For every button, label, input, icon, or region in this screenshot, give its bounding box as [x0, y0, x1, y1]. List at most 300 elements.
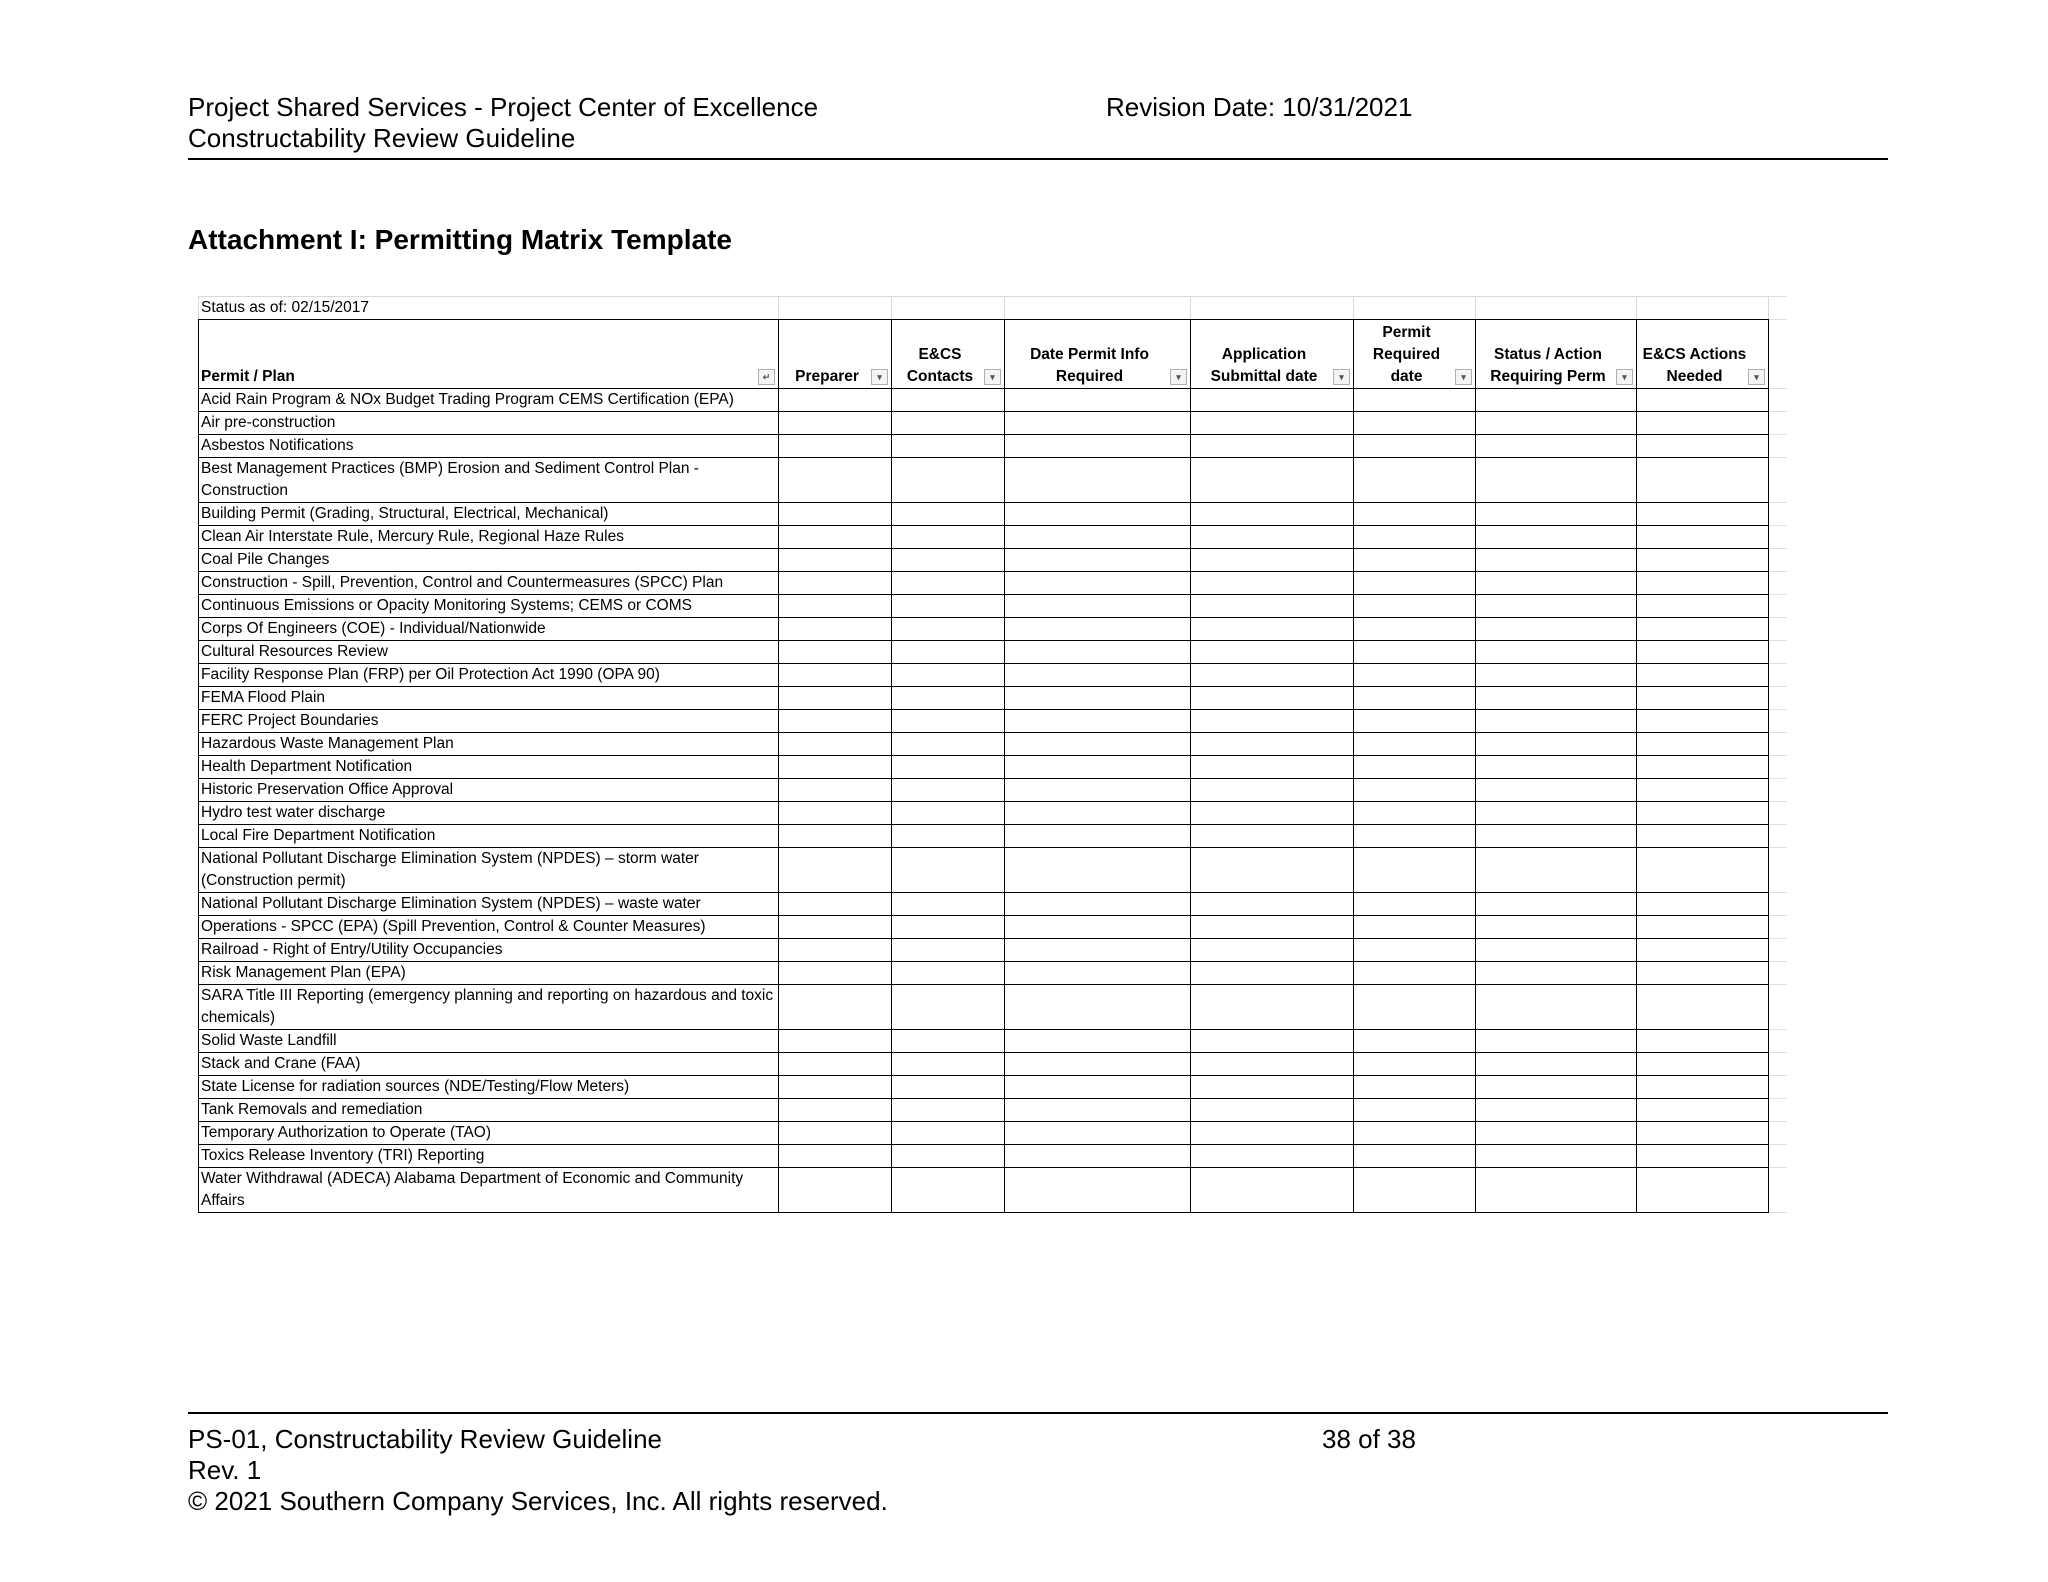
empty-cell[interactable] — [1005, 687, 1191, 710]
empty-cell[interactable] — [1005, 985, 1191, 1030]
empty-cell[interactable] — [892, 1145, 1005, 1168]
empty-cell[interactable] — [1354, 1053, 1476, 1076]
empty-cell[interactable] — [892, 779, 1005, 802]
empty-cell[interactable] — [1354, 1168, 1476, 1213]
sort-filter-icon[interactable]: ↵ — [758, 369, 775, 385]
empty-cell[interactable] — [1637, 1053, 1769, 1076]
table-row — [199, 893, 1787, 916]
column-header-row — [199, 320, 1787, 389]
empty-cell[interactable] — [779, 687, 892, 710]
empty-cell[interactable] — [1191, 1030, 1354, 1053]
empty-cell[interactable] — [1637, 641, 1769, 664]
empty-cell[interactable] — [1191, 710, 1354, 733]
table-row — [199, 664, 1787, 687]
filter-dropdown-icon[interactable]: ▾ — [984, 369, 1001, 385]
empty-cell[interactable] — [1476, 939, 1637, 962]
empty-cell[interactable] — [1005, 962, 1191, 985]
empty-cell[interactable] — [1005, 939, 1191, 962]
table-row — [199, 389, 1787, 412]
empty-cell[interactable] — [1005, 526, 1191, 549]
table-row — [199, 939, 1787, 962]
empty-cell[interactable] — [892, 962, 1005, 985]
empty-cell[interactable] — [1476, 1030, 1637, 1053]
empty-cell[interactable] — [1637, 893, 1769, 916]
empty-cell[interactable] — [1476, 779, 1637, 802]
empty-cell[interactable] — [1005, 435, 1191, 458]
empty-cell[interactable] — [1637, 526, 1769, 549]
empty-cell[interactable] — [1191, 893, 1354, 916]
empty-cell[interactable] — [892, 848, 1005, 893]
empty-cell[interactable] — [1476, 756, 1637, 779]
empty-cell[interactable] — [1005, 825, 1191, 848]
empty-cell[interactable] — [1637, 1076, 1769, 1099]
empty-cell[interactable] — [1354, 710, 1476, 733]
column-header-label: E&CS Contacts — [906, 346, 974, 385]
empty-cell[interactable] — [1191, 435, 1354, 458]
permit-plan-cell: Tank Removals and remediation — [199, 1099, 779, 1122]
empty-cell[interactable] — [1005, 1168, 1191, 1213]
permit-plan-cell: Hydro test water discharge — [199, 802, 779, 825]
empty-cell[interactable] — [1005, 1030, 1191, 1053]
empty-cell[interactable] — [1637, 595, 1769, 618]
empty-cell[interactable] — [1637, 939, 1769, 962]
empty-cell[interactable] — [1476, 458, 1637, 503]
permit-plan-cell: State License for radiation sources (NDE/Testing/Flow Meters) — [199, 1076, 779, 1099]
empty-cell[interactable] — [1005, 641, 1191, 664]
column-header-label: Permit / Plan — [201, 368, 295, 385]
empty-cell[interactable] — [1354, 825, 1476, 848]
empty-cell[interactable] — [892, 893, 1005, 916]
empty-cell[interactable] — [1476, 825, 1637, 848]
empty-cell[interactable] — [1476, 435, 1637, 458]
empty-cell[interactable] — [1637, 962, 1769, 985]
empty-cell[interactable] — [1476, 1076, 1637, 1099]
empty-cell[interactable] — [1191, 687, 1354, 710]
empty-cell[interactable] — [1191, 1099, 1354, 1122]
empty-cell[interactable] — [1637, 503, 1769, 526]
empty-cell[interactable] — [1637, 1145, 1769, 1168]
empty-cell[interactable] — [1191, 962, 1354, 985]
empty-cell[interactable] — [1476, 893, 1637, 916]
table-row — [199, 1099, 1787, 1122]
permit-plan-cell: Asbestos Notifications — [199, 435, 779, 458]
empty-cell[interactable] — [779, 939, 892, 962]
empty-cell[interactable] — [1354, 939, 1476, 962]
filter-dropdown-icon[interactable]: ▾ — [1748, 369, 1765, 385]
empty-cell[interactable] — [1637, 848, 1769, 893]
empty-cell[interactable] — [1637, 549, 1769, 572]
status-label: Status as of: 02/15/2017 — [199, 297, 779, 320]
column-header — [1191, 320, 1354, 389]
column-header — [1005, 320, 1191, 389]
empty-cell[interactable] — [1354, 756, 1476, 779]
empty-cell[interactable] — [1637, 779, 1769, 802]
empty-cell[interactable] — [1005, 549, 1191, 572]
empty-cell[interactable] — [1354, 962, 1476, 985]
empty-cell[interactable] — [1637, 1099, 1769, 1122]
empty-cell[interactable] — [1354, 641, 1476, 664]
footer-doc-id: PS-01, Constructability Review Guideline — [188, 1424, 662, 1454]
permitting-matrix-sheet — [198, 296, 1796, 1316]
empty-cell[interactable] — [1191, 641, 1354, 664]
permit-plan-cell: Health Department Notification — [199, 756, 779, 779]
empty-cell[interactable] — [779, 916, 892, 939]
empty-cell[interactable] — [1005, 916, 1191, 939]
empty-cell[interactable] — [1005, 710, 1191, 733]
empty-cell[interactable] — [1191, 756, 1354, 779]
empty-cell[interactable] — [1005, 848, 1191, 893]
empty-cell[interactable] — [1476, 848, 1637, 893]
empty-cell[interactable] — [1354, 779, 1476, 802]
empty-cell[interactable] — [1476, 985, 1637, 1030]
empty-cell[interactable] — [779, 664, 892, 687]
empty-cell[interactable] — [892, 458, 1005, 503]
empty-cell[interactable] — [1354, 1099, 1476, 1122]
empty-cell[interactable] — [892, 503, 1005, 526]
empty-cell[interactable] — [1637, 458, 1769, 503]
empty-cell[interactable] — [1476, 802, 1637, 825]
empty-cell[interactable] — [1476, 549, 1637, 572]
empty-cell[interactable] — [779, 1099, 892, 1122]
empty-cell[interactable] — [779, 802, 892, 825]
empty-cell[interactable] — [892, 1076, 1005, 1099]
table-row — [199, 779, 1787, 802]
filter-dropdown-icon[interactable]: ▾ — [1455, 369, 1472, 385]
empty-cell[interactable] — [892, 1168, 1005, 1213]
permit-plan-cell: Stack and Crane (FAA) — [199, 1053, 779, 1076]
table-row — [199, 802, 1787, 825]
empty-cell[interactable] — [1191, 779, 1354, 802]
empty-cell[interactable] — [1354, 1122, 1476, 1145]
empty-cell[interactable] — [1354, 526, 1476, 549]
empty-cell[interactable] — [1354, 435, 1476, 458]
permit-plan-cell: Cultural Resources Review — [199, 641, 779, 664]
empty-cell[interactable] — [1637, 916, 1769, 939]
empty-cell[interactable] — [1191, 1168, 1354, 1213]
empty-cell[interactable] — [1476, 526, 1637, 549]
permit-plan-cell: Toxics Release Inventory (TRI) Reporting — [199, 1145, 779, 1168]
table-row — [199, 733, 1787, 756]
table-row — [199, 618, 1787, 641]
permit-plan-cell: National Pollutant Discharge Elimination System (NPDES) – storm water (Construction permit) — [199, 848, 779, 893]
empty-cell[interactable] — [1354, 549, 1476, 572]
permit-plan-cell: National Pollutant Discharge Elimination System (NPDES) – waste water — [199, 893, 779, 916]
empty-cell[interactable] — [1005, 1053, 1191, 1076]
filter-dropdown-icon[interactable]: ▾ — [1170, 369, 1187, 385]
empty-cell[interactable] — [1354, 848, 1476, 893]
empty-cell[interactable] — [1191, 939, 1354, 962]
empty-cell[interactable] — [1637, 1122, 1769, 1145]
table-row — [199, 641, 1787, 664]
empty-cell[interactable] — [779, 1145, 892, 1168]
empty-cell[interactable] — [1637, 1168, 1769, 1213]
empty-cell[interactable] — [1191, 802, 1354, 825]
empty-cell[interactable] — [1191, 526, 1354, 549]
page-footer — [188, 1412, 1888, 1514]
empty-cell[interactable] — [1476, 1122, 1637, 1145]
table-row — [199, 458, 1787, 503]
empty-cell[interactable] — [1191, 664, 1354, 687]
permit-plan-cell: Coal Pile Changes — [199, 549, 779, 572]
empty-cell[interactable] — [1005, 503, 1191, 526]
empty-cell[interactable] — [1191, 458, 1354, 503]
empty-cell[interactable] — [779, 595, 892, 618]
empty-cell[interactable] — [1354, 1030, 1476, 1053]
empty-cell[interactable] — [1191, 595, 1354, 618]
empty-cell[interactable] — [1476, 687, 1637, 710]
empty-cell[interactable] — [1191, 503, 1354, 526]
empty-cell[interactable] — [779, 733, 892, 756]
empty-cell[interactable] — [1191, 985, 1354, 1030]
empty-cell[interactable] — [1191, 1076, 1354, 1099]
empty-cell[interactable] — [779, 1030, 892, 1053]
table-row — [199, 1076, 1787, 1099]
empty-cell[interactable] — [1191, 572, 1354, 595]
permit-plan-cell: Continuous Emissions or Opacity Monitoring Systems; CEMS or COMS — [199, 595, 779, 618]
empty-cell[interactable] — [779, 779, 892, 802]
empty-cell[interactable] — [1005, 572, 1191, 595]
empty-cell[interactable] — [1005, 1099, 1191, 1122]
empty-cell[interactable] — [779, 572, 892, 595]
empty-cell[interactable] — [1005, 618, 1191, 641]
empty-cell[interactable] — [779, 756, 892, 779]
empty-cell[interactable] — [1191, 1145, 1354, 1168]
empty-cell[interactable] — [1637, 733, 1769, 756]
empty-cell[interactable] — [892, 1122, 1005, 1145]
attachment-title: Attachment I: Permitting Matrix Template — [188, 224, 733, 255]
permit-plan-cell: Building Permit (Grading, Structural, Electrical, Mechanical) — [199, 503, 779, 526]
empty-cell[interactable] — [1637, 985, 1769, 1030]
empty-cell[interactable] — [779, 1122, 892, 1145]
permit-plan-cell: Operations - SPCC (EPA) (Spill Prevention, Control & Counter Measures) — [199, 916, 779, 939]
column-header-label: Status / Action Requiring Perm — [1490, 346, 1606, 385]
empty-cell[interactable] — [1476, 389, 1637, 412]
empty-cell[interactable] — [1476, 1053, 1637, 1076]
empty-cell[interactable] — [892, 641, 1005, 664]
empty-cell[interactable] — [1354, 572, 1476, 595]
filter-dropdown-icon[interactable]: ▾ — [1616, 369, 1633, 385]
empty-cell[interactable] — [892, 549, 1005, 572]
empty-cell[interactable] — [892, 939, 1005, 962]
empty-cell[interactable] — [892, 802, 1005, 825]
empty-cell[interactable] — [1354, 618, 1476, 641]
empty-cell[interactable] — [892, 733, 1005, 756]
empty-cell[interactable] — [1354, 458, 1476, 503]
permit-plan-cell: Hazardous Waste Management Plan — [199, 733, 779, 756]
empty-cell[interactable] — [892, 526, 1005, 549]
empty-cell[interactable] — [779, 618, 892, 641]
empty-cell[interactable] — [1637, 1030, 1769, 1053]
empty-cell[interactable] — [779, 549, 892, 572]
empty-cell[interactable] — [1476, 412, 1637, 435]
empty-cell[interactable] — [1354, 503, 1476, 526]
empty-cell[interactable] — [892, 435, 1005, 458]
empty-cell[interactable] — [779, 1076, 892, 1099]
permit-plan-cell: Facility Response Plan (FRP) per Oil Protection Act 1990 (OPA 90) — [199, 664, 779, 687]
table-row — [199, 756, 1787, 779]
empty-cell[interactable] — [1476, 916, 1637, 939]
empty-cell[interactable] — [779, 503, 892, 526]
empty-cell[interactable] — [892, 1030, 1005, 1053]
table-row — [199, 710, 1787, 733]
empty-cell[interactable] — [1476, 1099, 1637, 1122]
empty-cell[interactable] — [1476, 618, 1637, 641]
empty-cell[interactable] — [779, 389, 892, 412]
empty-cell[interactable] — [1354, 893, 1476, 916]
column-header-label: Permit Required date — [1372, 324, 1441, 385]
empty-cell[interactable] — [1005, 1076, 1191, 1099]
empty-cell[interactable] — [1005, 458, 1191, 503]
permit-plan-cell: Air pre-construction — [199, 412, 779, 435]
table-row — [199, 962, 1787, 985]
empty-cell[interactable] — [1191, 825, 1354, 848]
empty-cell[interactable] — [779, 985, 892, 1030]
empty-cell[interactable] — [1637, 435, 1769, 458]
column-header — [1637, 320, 1769, 389]
filter-dropdown-icon[interactable]: ▾ — [871, 369, 888, 385]
permit-plan-cell: Railroad - Right of Entry/Utility Occupancies — [199, 939, 779, 962]
empty-cell[interactable] — [1476, 503, 1637, 526]
empty-cell[interactable] — [1354, 687, 1476, 710]
empty-cell[interactable] — [892, 595, 1005, 618]
empty-cell[interactable] — [1191, 916, 1354, 939]
footer-revision: Rev. 1 — [188, 1455, 262, 1485]
empty-cell[interactable] — [1354, 412, 1476, 435]
table-row — [199, 549, 1787, 572]
permit-plan-cell: FERC Project Boundaries — [199, 710, 779, 733]
empty-cell[interactable] — [1191, 1053, 1354, 1076]
permit-plan-cell: Risk Management Plan (EPA) — [199, 962, 779, 985]
empty-cell[interactable] — [1354, 985, 1476, 1030]
empty-cell[interactable] — [1191, 848, 1354, 893]
empty-cell[interactable] — [892, 1053, 1005, 1076]
empty-cell[interactable] — [1476, 1168, 1637, 1213]
empty-cell[interactable] — [1637, 618, 1769, 641]
empty-cell[interactable] — [779, 848, 892, 893]
empty-cell[interactable] — [892, 572, 1005, 595]
empty-cell[interactable] — [1005, 1145, 1191, 1168]
empty-cell[interactable] — [1476, 1145, 1637, 1168]
empty-cell[interactable] — [1637, 687, 1769, 710]
empty-cell[interactable] — [1005, 756, 1191, 779]
empty-cell[interactable] — [779, 1168, 892, 1213]
empty-cell[interactable] — [779, 710, 892, 733]
empty-cell[interactable] — [1637, 412, 1769, 435]
empty-cell[interactable] — [892, 825, 1005, 848]
table-row — [199, 1145, 1787, 1168]
empty-cell[interactable] — [779, 641, 892, 664]
empty-cell[interactable] — [779, 526, 892, 549]
empty-cell[interactable] — [1005, 733, 1191, 756]
permit-plan-cell: Temporary Authorization to Operate (TAO) — [199, 1122, 779, 1145]
permit-plan-cell: Best Management Practices (BMP) Erosion and Sediment Control Plan - Construction — [199, 458, 779, 503]
empty-cell[interactable] — [1476, 595, 1637, 618]
table-row — [199, 1168, 1787, 1213]
empty-cell[interactable] — [1476, 664, 1637, 687]
empty-cell[interactable] — [1354, 664, 1476, 687]
page-header — [188, 92, 1888, 160]
empty-cell[interactable] — [1476, 572, 1637, 595]
empty-cell[interactable] — [1354, 916, 1476, 939]
empty-cell[interactable] — [1354, 1076, 1476, 1099]
empty-cell[interactable] — [1191, 549, 1354, 572]
filter-dropdown-icon[interactable]: ▾ — [1333, 369, 1350, 385]
empty-cell[interactable] — [1191, 412, 1354, 435]
empty-cell[interactable] — [1005, 779, 1191, 802]
empty-cell[interactable] — [779, 435, 892, 458]
empty-cell[interactable] — [892, 618, 1005, 641]
permit-plan-cell: Water Withdrawal (ADECA) Alabama Department of Economic and Community Affairs — [199, 1168, 779, 1213]
column-header-label: Preparer — [795, 368, 859, 385]
table-row — [199, 412, 1787, 435]
empty-cell[interactable] — [1354, 595, 1476, 618]
column-header-label: Application Submittal date — [1210, 346, 1318, 385]
empty-cell[interactable] — [1005, 595, 1191, 618]
empty-cell[interactable] — [892, 756, 1005, 779]
empty-cell[interactable] — [892, 985, 1005, 1030]
empty-cell[interactable] — [1005, 389, 1191, 412]
empty-cell[interactable] — [1637, 572, 1769, 595]
permit-plan-cell: Solid Waste Landfill — [199, 1030, 779, 1053]
empty-cell[interactable] — [1637, 756, 1769, 779]
empty-cell[interactable] — [1637, 389, 1769, 412]
empty-cell[interactable] — [1476, 710, 1637, 733]
empty-cell[interactable] — [1191, 1122, 1354, 1145]
empty-cell[interactable] — [779, 1053, 892, 1076]
empty-cell[interactable] — [779, 962, 892, 985]
empty-cell[interactable] — [1637, 802, 1769, 825]
empty-cell[interactable] — [892, 916, 1005, 939]
permit-plan-cell: Acid Rain Program & NOx Budget Trading Program CEMS Certification (EPA) — [199, 389, 779, 412]
header-subtitle: Constructability Review Guideline — [188, 123, 576, 153]
empty-cell[interactable] — [1005, 802, 1191, 825]
empty-cell[interactable] — [1354, 1145, 1476, 1168]
empty-cell[interactable] — [1637, 710, 1769, 733]
empty-cell[interactable] — [892, 412, 1005, 435]
empty-cell[interactable] — [1637, 825, 1769, 848]
empty-cell[interactable] — [892, 664, 1005, 687]
column-header-label: Date Permit Info Required — [1030, 346, 1149, 385]
empty-cell[interactable] — [1354, 733, 1476, 756]
empty-cell[interactable] — [1005, 664, 1191, 687]
empty-cell[interactable] — [892, 687, 1005, 710]
empty-cell[interactable] — [1005, 412, 1191, 435]
table-row — [199, 572, 1787, 595]
empty-cell[interactable] — [1191, 733, 1354, 756]
empty-cell[interactable] — [779, 825, 892, 848]
empty-cell[interactable] — [892, 710, 1005, 733]
empty-cell[interactable] — [1354, 802, 1476, 825]
empty-cell[interactable] — [1191, 618, 1354, 641]
column-header — [892, 320, 1005, 389]
permit-plan-cell: Clean Air Interstate Rule, Mercury Rule, Regional Haze Rules — [199, 526, 779, 549]
empty-cell[interactable] — [892, 389, 1005, 412]
empty-cell[interactable] — [779, 458, 892, 503]
empty-cell[interactable] — [1476, 962, 1637, 985]
empty-cell[interactable] — [1637, 664, 1769, 687]
table-row — [199, 435, 1787, 458]
empty-cell[interactable] — [1005, 893, 1191, 916]
empty-cell[interactable] — [892, 1099, 1005, 1122]
empty-cell[interactable] — [1005, 1122, 1191, 1145]
empty-cell[interactable] — [779, 893, 892, 916]
empty-cell[interactable] — [1191, 389, 1354, 412]
empty-cell[interactable] — [1476, 641, 1637, 664]
empty-cell[interactable] — [779, 412, 892, 435]
status-row — [199, 297, 1787, 320]
empty-cell[interactable] — [1476, 733, 1637, 756]
empty-cell[interactable] — [1354, 389, 1476, 412]
